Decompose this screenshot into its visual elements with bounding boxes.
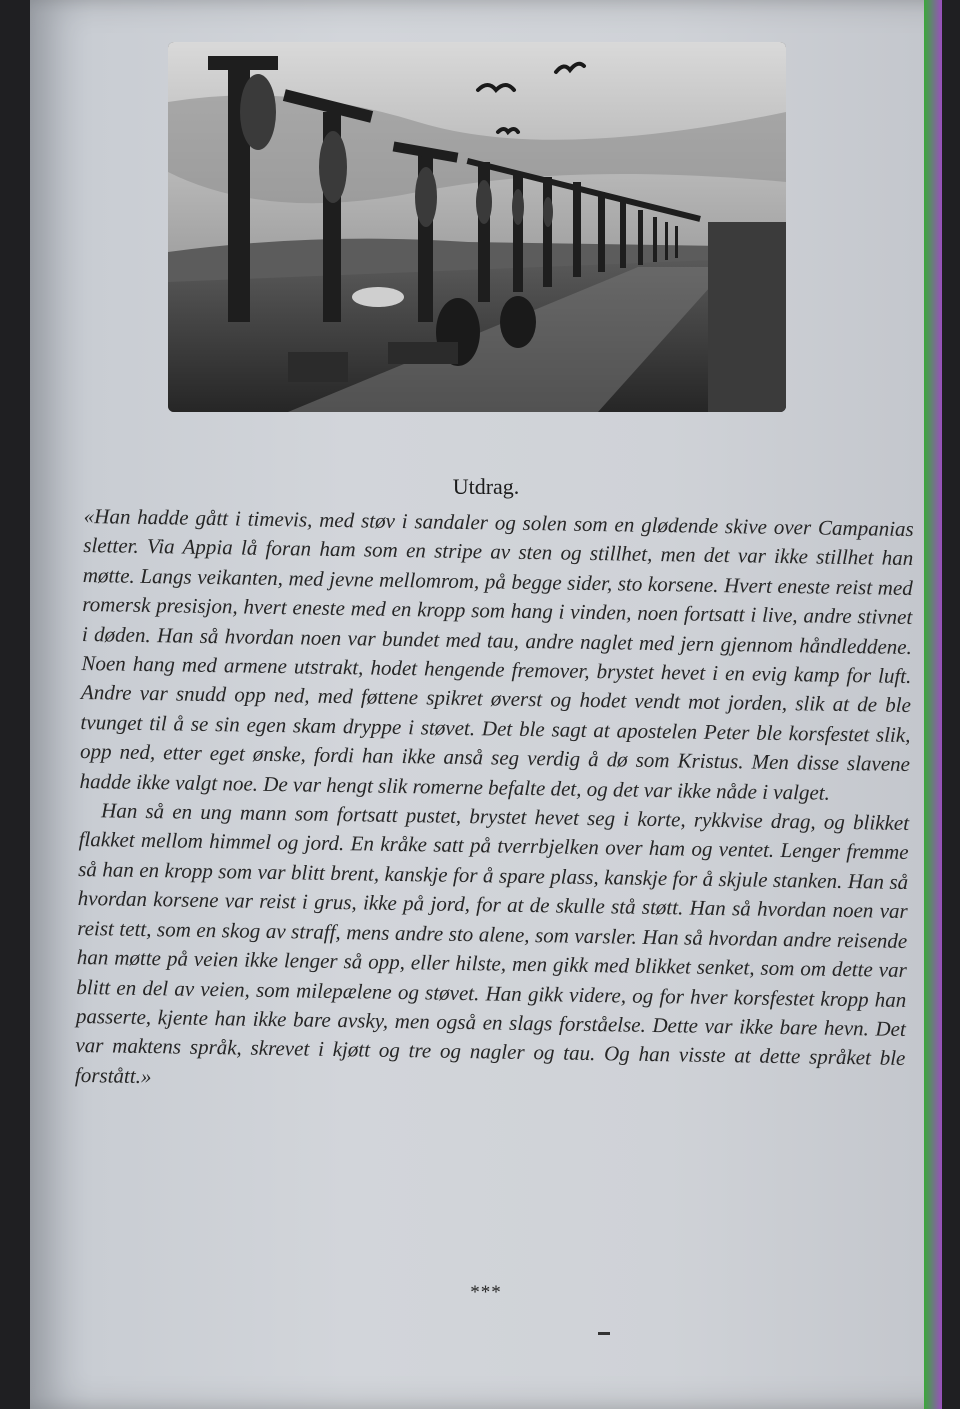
ink-mark (598, 1332, 610, 1335)
section-heading: Utdrag. (452, 474, 520, 499)
crucifixion-engraving (168, 42, 786, 412)
section-separator: *** (470, 1282, 502, 1303)
excerpt-text (75, 502, 914, 1103)
paragraph-2: Han så en ung mann som fortsatt pustet, brystet hevet seg i korte, rykkvise drag, og blikket flakket mellom himmel og jord. En kråke satt på tverrbjelken over ham og ventet. Lenger fremme så han en kropp som var blitt brent, kanskje for å spare plass, kanskje for å skjule stanken. Han så hvordan korsene var reist i grus, ikke på jord, for at de skulle stå støtt. Han så hvordan noen var reist tett, som en skog av straff, mens andre sto alene, som varsler. Han så hvordan andre reisende han møtte på veien ikke lenger så opp, eller hilste, men gikk med blikket senket, som om dette var blitt en del av veien, som milepælene og støvet. Han gikk videre, og for hver korsfestet kropp han passerte, kjente han ikke bare avsky, men også en slags forståelse. Dette var ikke bare hevn. Det var maktens språk, skrevet i kjøtt og tre og nagler og tau. Og han visste at dette språket ble forstått.» (74, 798, 910, 1088)
paragraph-1: «Han hadde gått i timevis, med støv i sandaler og solen som en glødende skive over Campanias sletter. Via Appia lå foran ham som en stripe av sten og stillhet, men det var ikke stillhet han møtte. Langs veikanten, med jevne mellomrom, på begge sider, sto korsene. Hvert eneste reist med romersk presisjon, hvert eneste med en kropp som hang i vinden, noen fortsatt i live, andre stivnet i døden. Han så hvordan noen var bundet med tau, andre naglet med jern gjennom håndleddene. Noen hang med armene utstrakt, hodet hengende fremover, brystet hevet i en evig kamp for luft. Andre var snudd opp ned, med føttene spikret øverst og hodet vendt mot jorden, slik at de ble tvunget til å se sin egen skam dryppe i støvet. Det ble sagt at apostelen Peter ble korsfestet slik, opp ned, etter eget ønske, fordi han ikke anså seg verdig å dø som Kristus. Men disse slavene hadde ikke valgt noe. De var hengt slik romerne befalte det, og det var ikke nåde i valget. (79, 503, 914, 805)
page-edge (924, 0, 942, 1409)
